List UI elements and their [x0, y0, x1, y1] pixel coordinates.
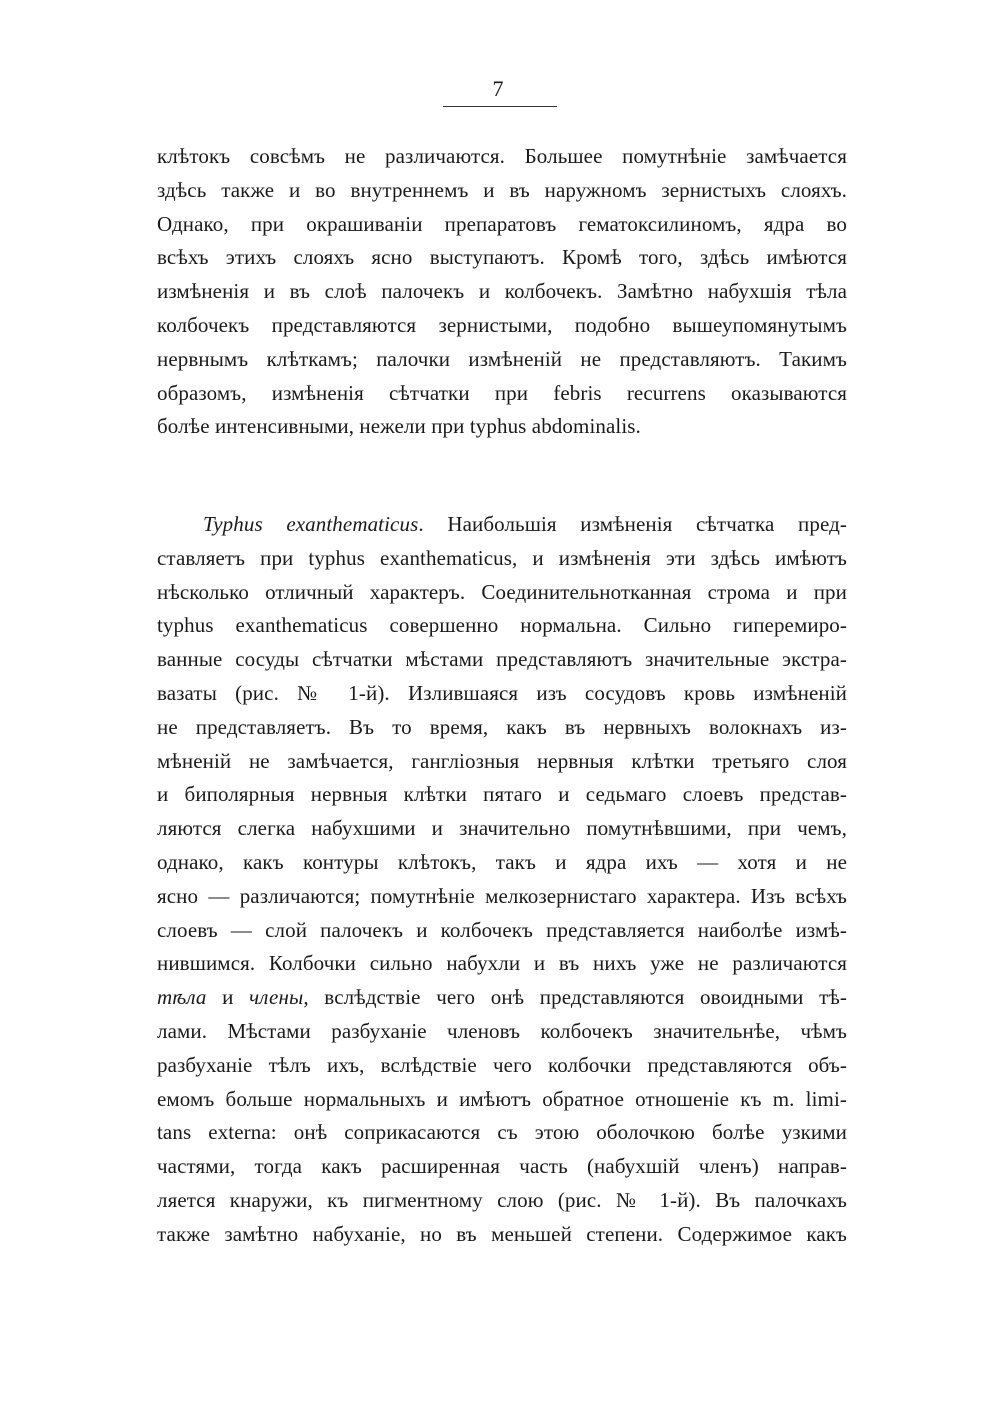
text-line [157, 981, 847, 1015]
text-line [157, 174, 847, 208]
paragraph-typhus-exanthematicus [157, 508, 847, 1252]
text-line [157, 609, 847, 643]
paragraph-febris-recurrens [157, 140, 847, 444]
text-segment: ставляетъ при typhus exanthematicus, и измѣненія эти здѣсь имѣютъ [157, 545, 847, 570]
text-line [157, 1083, 847, 1117]
text-line [157, 1015, 847, 1049]
text-line [157, 1184, 847, 1218]
text-segment: ясно — различаются; помутнѣніе мелкозернистаго характера. Изъ всѣхъ [157, 883, 847, 908]
text-line [157, 309, 847, 343]
text-line [157, 208, 847, 242]
text-line [157, 643, 847, 677]
italic-text: Typhus exanthematicus [203, 512, 419, 536]
text-segment: ляются слегка набухшими и значительно помутнѣвшими, при чемъ, [157, 816, 847, 841]
text-line [157, 745, 847, 779]
header-rule [443, 106, 557, 107]
text-line [157, 508, 847, 542]
text-segment: нервнымъ клѣткамъ; палочки измѣненій не представляютъ. Такимъ [157, 346, 847, 371]
text-line [157, 410, 847, 444]
text-segment: всѣхъ этихъ слояхъ ясно выступаютъ. Кромѣ того, здѣсь имѣются [157, 245, 847, 270]
text-segment: . Наибольшія измѣненія сѣтчатка пред- [418, 512, 848, 536]
text-line [157, 377, 847, 411]
text-line [157, 1218, 847, 1252]
text-segment: нившимся. Колбочки сильно набухли и въ нихъ уже не различаются [157, 951, 847, 976]
text-line [157, 711, 847, 745]
text-segment: однако, какъ контуры клѣтокъ, такъ и ядра ихъ — хотя и не [157, 849, 847, 874]
text-line [157, 846, 847, 880]
text-segment: клѣтокъ совсѣмъ не различаются. Большее помутнѣніе замѣчается [157, 144, 847, 168]
text-line [157, 140, 847, 174]
text-segment: емомъ больше нормальныхъ и имѣютъ обратное отношеніе къ m. limi- [157, 1086, 847, 1111]
text-segment: нѣсколько отличный характеръ. Соединительнотканная строма и при [157, 579, 847, 604]
text-line [157, 677, 847, 711]
text-segment: , вслѣдствіе чего онѣ представляются овоидными тѣ- [303, 985, 847, 1010]
text-segment: измѣненія и въ слоѣ палочекъ и колбочекъ. Замѣтно набухшія тѣла [157, 279, 847, 304]
text-line [157, 1049, 847, 1083]
text-line [157, 576, 847, 610]
text-line [157, 343, 847, 377]
text-line [157, 275, 847, 309]
text-segment: мѣненій не замѣчается, ганглiозныя нервныя клѣтки третьяго слоя [157, 748, 847, 773]
text-line [157, 1150, 847, 1184]
text-line [157, 542, 847, 576]
text-segment: болѣе интенсивными, нежели при typhus abdominalis. [157, 414, 641, 439]
text-segment: слоевъ — слой палочекъ и колбочекъ представляется наиболѣе измѣ- [157, 917, 847, 942]
text-segment: колбочекъ представляются зернистыми, подобно вышеупомянутымъ [157, 312, 847, 337]
text-line [157, 241, 847, 275]
text-line [157, 812, 847, 846]
text-segment: Однако, при окрашиваніи препаратовъ гематоксилиномъ, ядра во [157, 211, 847, 236]
page-number: 7 [492, 76, 504, 101]
text-segment: ванные сосуды сѣтчатки мѣстами представляютъ значительные экстра- [157, 647, 847, 672]
text-segment: не представляетъ. Въ то время, какъ въ нервныхъ волокнахъ из- [157, 714, 847, 739]
text-line [157, 914, 847, 948]
text-line [157, 880, 847, 914]
text-line [157, 947, 847, 981]
text-segment: также замѣтно набуханіе, но въ меньшей степени. Содержимое какъ [157, 1221, 847, 1246]
italic-text: члены [249, 985, 304, 1010]
text-segment: typhus exanthematicus совершенно нормальна. Сильно гиперемиро- [157, 613, 847, 638]
text-segment: образомъ, измѣненія сѣтчатки при febris recurrens оказываются [157, 380, 847, 405]
text-segment: tans externa: онѣ соприкасаются съ этою оболочкою болѣе узкими [157, 1120, 847, 1145]
text-segment: ляется кнаружи, къ пигментному слою (рис. № 1-й). Въ палочкахъ [157, 1187, 847, 1212]
text-line [157, 1116, 847, 1150]
text-segment: и биполярныя нервныя клѣтки пятаго и седьмаго слоевъ представ- [157, 782, 847, 807]
text-segment: вазаты (рис. № 1-й). Излившаяся изъ сосудовъ кровь измѣненій [157, 680, 847, 705]
text-segment: здѣсь также и во внутреннемъ и въ наружномъ зернистыхъ слояхъ. [157, 177, 847, 202]
italic-text: тѣла [157, 985, 207, 1010]
text-segment: частями, тогда какъ расширенная часть (набухшій членъ) направ- [157, 1154, 847, 1179]
text-segment: разбуханіе тѣлъ ихъ, вслѣдствіе чего колбочки представляются объ- [157, 1052, 847, 1077]
text-line [157, 778, 847, 812]
text-segment: лами. Мѣстами разбуханіе членовъ колбочекъ значительнѣе, чѣмъ [157, 1018, 847, 1043]
text-segment: и [206, 985, 250, 1010]
